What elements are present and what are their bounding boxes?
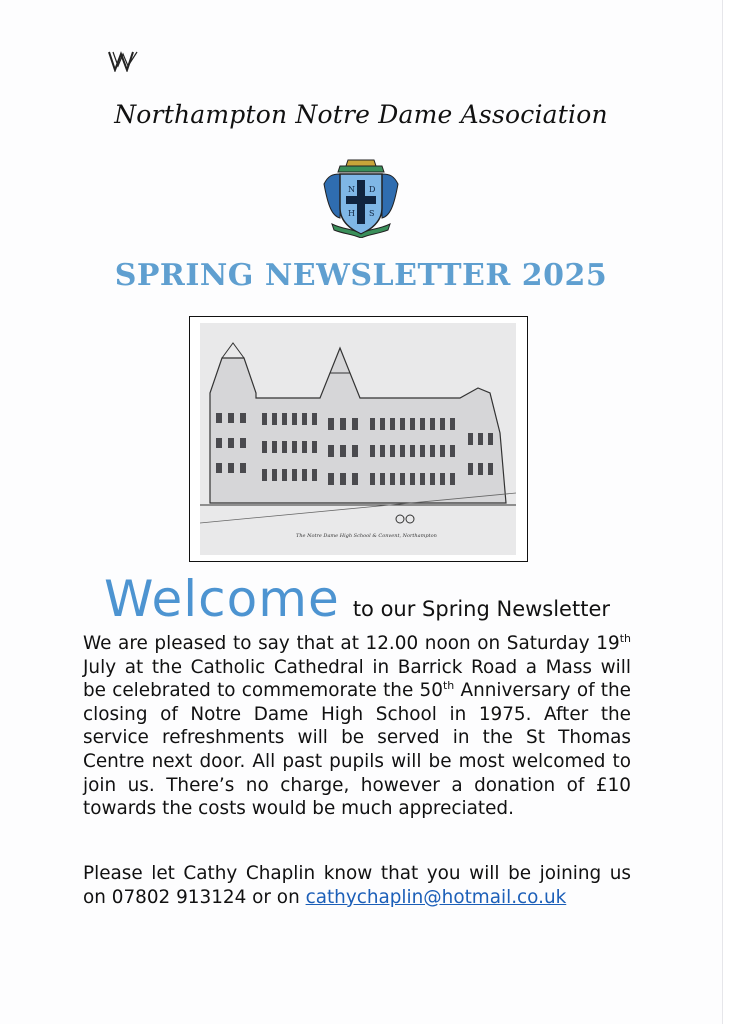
email-link[interactable]: cathychaplin@hotmail.co.uk bbox=[305, 886, 567, 908]
association-name: Northampton Notre Dame Association bbox=[114, 100, 608, 129]
scan-edge bbox=[722, 0, 744, 1024]
svg-text:N: N bbox=[348, 185, 355, 194]
svg-text:D: D bbox=[369, 185, 376, 194]
school-building-sketch bbox=[189, 316, 528, 562]
announcement-paragraph: We are pleased to say that at 12.00 noon on Saturday 19th July at the Catholic Cathedral in Barrick Road a Mass will be celebrated to commemorate the 50th Anniversary of the closing of Notre Dame High School in 1975. After the service refreshments will be served in the St Thomas Centre next door. All past pupils will be most welcomed to join us. There’s no charge, however a donation of £10 towards the costs would be much appreciated. bbox=[83, 631, 631, 820]
newsletter-title: SPRING NEWSLETTER 2025 bbox=[114, 258, 608, 293]
svg-text:S: S bbox=[369, 209, 375, 218]
welcome-subtitle: to our Spring Newsletter bbox=[352, 597, 611, 621]
welcome-word: Welcome bbox=[104, 570, 340, 628]
svg-text:The Notre Dame High School & C: The Notre Dame High School & Convent, Northampton bbox=[296, 533, 437, 539]
school-crest-icon bbox=[318, 158, 404, 242]
w-logo-mark bbox=[108, 50, 138, 76]
svg-text:H: H bbox=[348, 209, 355, 218]
contact-paragraph: Please let Cathy Chaplin know that you will be joining us on 07802 913124 or on cathychaplin@hotmail.co.uk bbox=[83, 863, 631, 908]
welcome-heading bbox=[104, 570, 610, 628]
